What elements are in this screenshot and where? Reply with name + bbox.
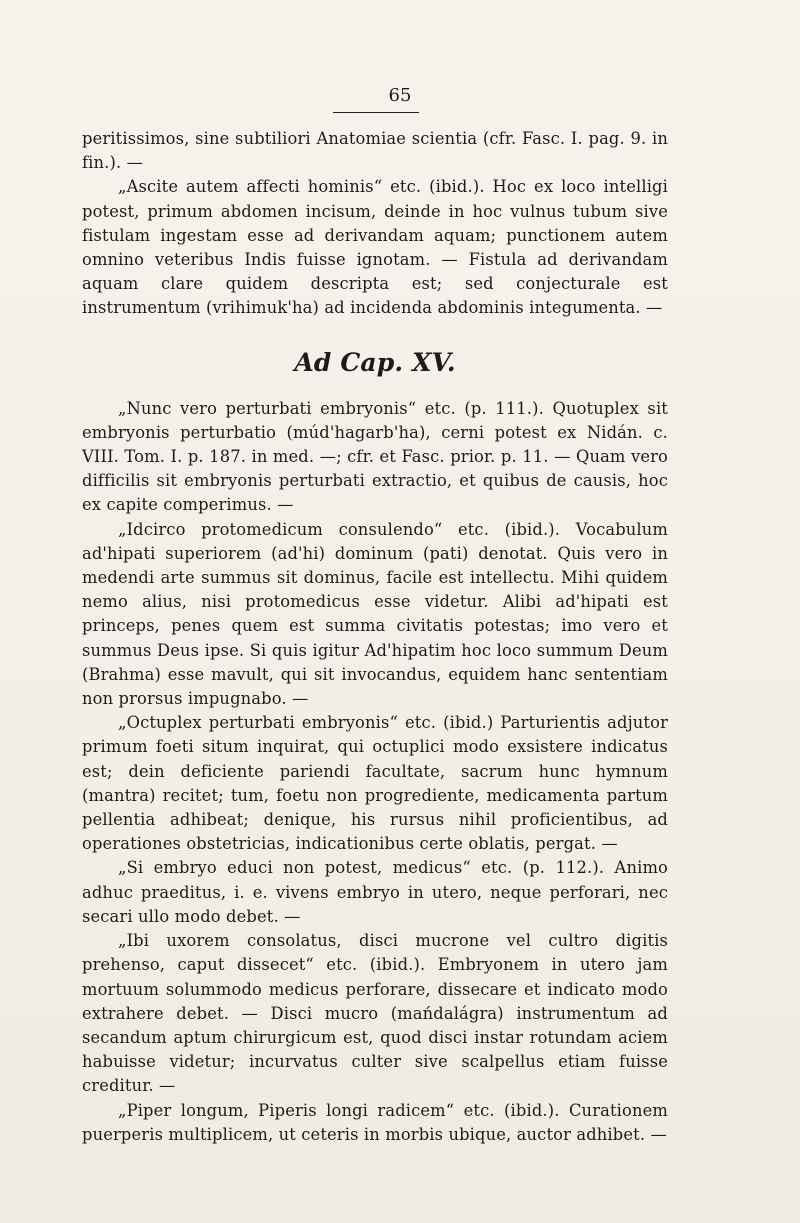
paragraph: „Octuplex perturbati embryonis“ etc. (ibid.) Parturientis adjutor primum foeti situm inquirat, qui octuplici modo exsistere indicatus est; dein deficiente pariendi facultate, sacrum hunc hymnum (mantra) recitet; tum, foetu non progrediente, medicamenta partum pellentia adhibeat; denique, his rursus nihil proficientibus, ad operationes obstetricias, indicationibus certe oblatis, pergat. — [82,713,668,854]
page-body [82,127,668,1147]
paragraph: „Idcirco protomedicum consulendo“ etc. (ibid.). Vocabulum ad'hipati superiorem (ad'hi) dominum (pati) denotat. Quis vero in medendi arte summus sit dominus, facile est intellectu. Mihi quidem nemo alius, nisi protomedicus esse videtur. Alibi ad'hipati est princeps, penes quem est summa civitatis potestas; imo vero et summus Deus ipse. Si quis igitur Ad'hipatim hoc loco summum Deum (Brahma) esse mavult, qui sit invocandus, equidem hanc sententiam non prorsus impugnabo. — [82,519,668,709]
paragraph: „Ascite autem affecti hominis“ etc. (ibid.). Hoc ex loco intelligi potest, primum abdomen incisum, deinde in hoc vulnus tubum sive fistulam ingestam esse ad derivandam aquam; punctionem autem omnino veteribus Indis fuisse ignotam. — Fistula ad derivandam aquam clare quidem descripta est; sed conjecturale est instrumentum (vrihimuk'ha) ad incidenda abdominis integumenta. — [82,177,668,318]
page-number: 65 [388,85,412,106]
paragraphs-after [82,397,668,1147]
paragraph: „Nunc vero perturbati embryonis“ etc. (p. 111.). Quotuplex sit embryonis perturbatio (múd'hagarb'ha), cerni potest ex Nidán. c. VIII. Tom. I. p. 187. in med. —; cfr. et Fasc. prior. p. 11. — Quam vero difficilis sit embryonis perturbati extractio, et quibus de causis, hoc ex capite comperimus. — [82,398,668,515]
paragraph: „Si embryo educi non potest, medicus“ etc. (p. 112.). Animo adhuc praeditus, i. e. vivens embryo in utero, neque perforari, nec secari ullo modo debet. — [82,858,668,926]
header-rule [333,112,419,113]
paragraph: „Ibi uxorem consolatus, disci mucrone vel cultro digitis prehenso, caput dissecet“ etc. (ibid.). Embryonem in utero jam mortuum solummodo medicus perforare, dissecare et indicato modo extrahere debet. — Disci mucro (mańdalágra) instrumentum ad secandum aptum chirurgicum est, quod disci instar rotundam aciem habuisse videtur; incurvatus culter sive scalpellus etiam fuisse creditur. — [82,931,668,1096]
section-heading: Ad Cap. XV. [294,347,456,377]
paragraph: „Piper longum, Piperis longi radicem“ etc. (ibid.). Curationem puerperis multiplicem, ut ceteris in morbis ubique, auctor adhibet. — [82,1100,668,1144]
paragraph: peritissimos, sine subtiliori Anatomiae scientia (cfr. Fasc. I. pag. 9. in fin.). — [82,129,668,173]
paragraphs-before [82,127,668,321]
